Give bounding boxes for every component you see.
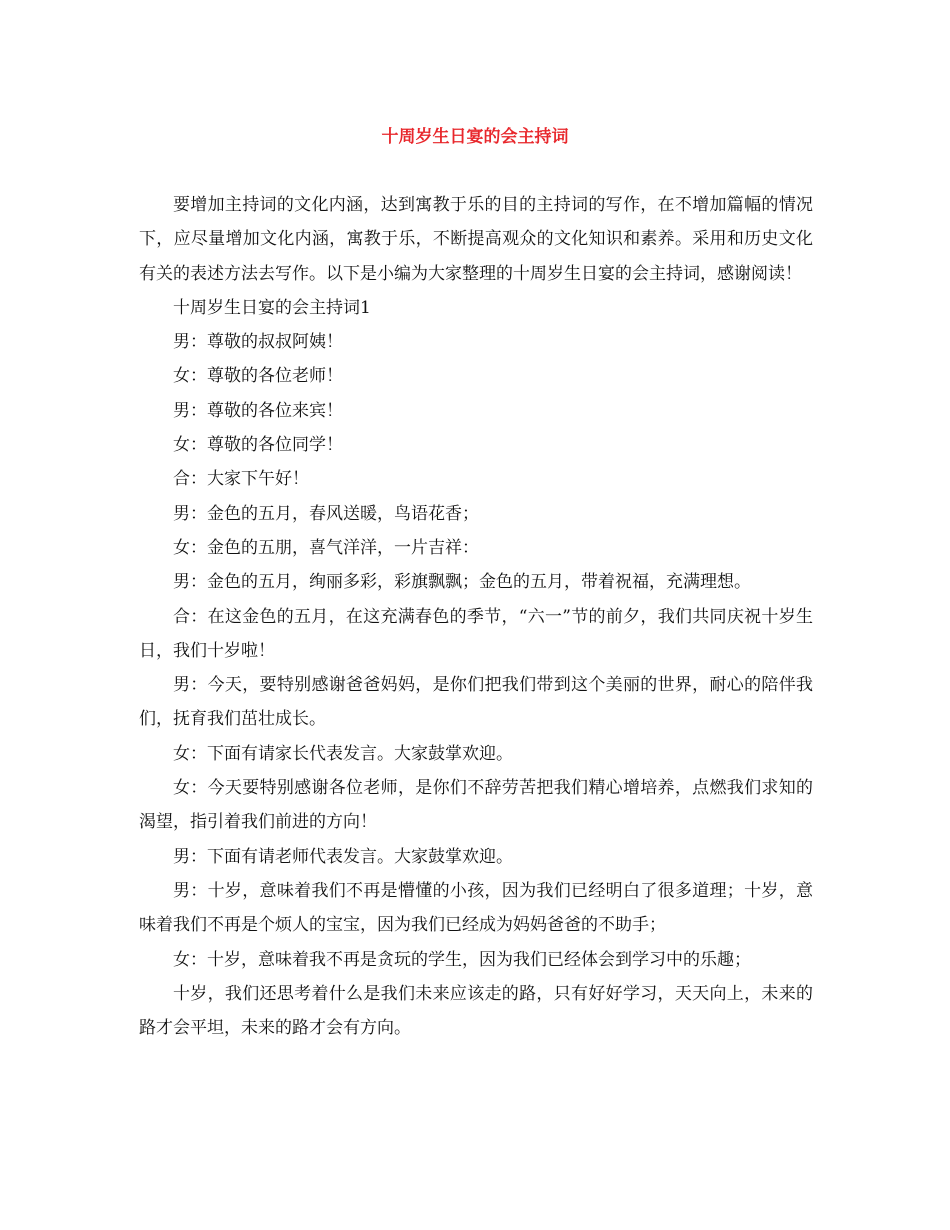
paragraph: 十岁，我们还思考着什么是我们未来应该走的路，只有好好学习，天天向上，未来的路才会平坦，未来的路才会有方向。 [139, 983, 813, 1039]
paragraph: 女：今天要特别感谢各位老师，是你们不辞劳苦把我们精心增培养，点燃我们求知的渴望，指引着我们前进的方向！ [139, 778, 813, 833]
paragraph: 女：尊敬的各位老师！ [173, 366, 343, 387]
paragraph: 男：尊敬的各位来宾！ [173, 400, 343, 421]
document-body [139, 188, 813, 1045]
paragraph: 合：大家下午好！ [173, 469, 309, 490]
paragraph: 女：金色的五朋，喜气洋洋，一片吉祥： [173, 537, 479, 558]
section-heading: 十周岁生日宴的会主持词1 [173, 297, 371, 318]
paragraph: 男：尊敬的叔叔阿姨！ [173, 332, 343, 353]
paragraph: 女：尊敬的各位同学！ [173, 435, 343, 456]
paragraph: 男：下面有请老师代表发言。大家鼓掌欢迎。 [173, 846, 513, 867]
paragraph: 女：下面有请家长代表发言。大家鼓掌欢迎。 [173, 743, 513, 764]
document-title: 十周岁生日宴的会主持词 [381, 127, 569, 147]
paragraph: 男：金色的五月，绚丽多彩，彩旗飘飘；金色的五月，带着祝福，充满理想。 [173, 572, 751, 593]
paragraph: 女：十岁，意味着我不再是贪玩的学生，因为我们已经体会到学习中的乐趣； [173, 949, 751, 970]
paragraph: 男：今天，要特别感谢爸爸妈妈，是你们把我们带到这个美丽的世界，耐心的陪伴我们，抚育我们茁壮成长。 [139, 675, 813, 730]
paragraph: 男：金色的五月，春风送暖，鸟语花香； [173, 503, 479, 524]
paragraph: 男：十岁，意味着我们不再是懵懂的小孩，因为我们已经明白了很多道理；十岁，意味着我们不再是个烦人的宝宝，因为我们已经成为妈妈爸爸的不助手； [139, 880, 813, 936]
paragraph: 合：在这金色的五月，在这充满春色的季节，“六一”节的前夕，我们共同庆祝十岁生日，我们十岁啦！ [139, 606, 813, 661]
paragraph: 要增加主持词的文化内涵，达到寓教于乐的目的主持词的写作，在不增加篇幅的情况下，应尽量增加文化内涵，寓教于乐，不断提高观众的文化知识和素养。采用和历史文化有关的表述方法去写作。以下是小编为大家整理的十周岁生日宴的会主持词，感谢阅读！ [139, 195, 813, 284]
